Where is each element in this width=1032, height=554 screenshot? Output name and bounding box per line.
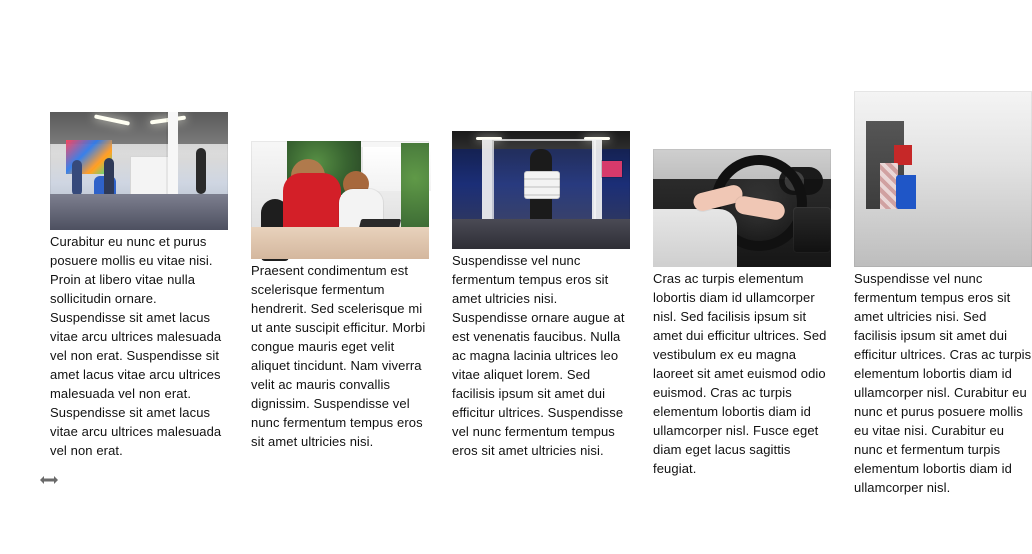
- image-slider[interactable]: [50, 88, 1032, 495]
- slide-card-2[interactable]: [251, 141, 429, 451]
- blue-panel: [896, 175, 916, 209]
- slide-card-3[interactable]: [452, 131, 630, 460]
- person: [104, 158, 114, 198]
- women-laptop-photo: [251, 141, 429, 259]
- person: [196, 148, 206, 194]
- slide-image-2: [251, 141, 429, 259]
- desk: [251, 227, 429, 259]
- sleeve: [653, 209, 737, 267]
- slide-caption-1: Curabitur eu nunc et purus posuere mollis eu vitae nisi. Proin at libero vitae nulla sollicitudin ornare. Suspendisse sit amet lacus vitae arcu ultrices malesuada vel non erat. Suspendisse sit amet lacus vitae arcu ultrices malesuada vel non erat. Suspendisse sit amet lacus vitae arcu ultrices malesuada vel non erat.: [50, 234, 222, 458]
- floor: [50, 194, 228, 230]
- center-console: [793, 207, 831, 253]
- left-right-arrows-icon[interactable]: [37, 472, 61, 488]
- slide-card-4[interactable]: [653, 149, 831, 478]
- slide-card-5[interactable]: [854, 91, 1032, 497]
- slide-card-1[interactable]: [50, 112, 228, 460]
- boxes: [524, 171, 560, 199]
- man-with-boxes-photo: [452, 131, 630, 249]
- person: [72, 160, 82, 196]
- slide-image-4: [653, 149, 831, 267]
- slide-image-5: [854, 91, 1032, 267]
- office-photo: [50, 112, 228, 230]
- slide-image-3: [452, 131, 630, 249]
- slide-caption-4: Cras ac turpis elementum lobortis diam id ullamcorper nisl. Sed facilisis ipsum sit amet dui efficitur ultrices. Sed vestibulum ex eu magna laoreet sit amet euismod odio euismod. Cras ac turpis elementum lobortis diam id ullamcorper nisl. Fusce eget diam eget lacus sagittis feugiat.: [653, 271, 827, 476]
- steering-wheel-photo: [653, 149, 831, 267]
- floor: [452, 219, 630, 249]
- slide-caption-3: Suspendisse vel nunc fermentum tempus eros sit amet ultricies nisi. Suspendisse ornare augue at est venenatis faucibus. Nulla ac magna lacinia ultrices leo vitae aliquet lorem. Sed facilisis ipsum sit amet dui efficitur ultrices. Suspendisse vel nunc fermentum tempus eros sit amet ultricies nisi.: [452, 253, 625, 458]
- hallway-photo: [854, 91, 1032, 267]
- slide-caption-2: Praesent condimentum est scelerisque fermentum hendrerit. Sed scelerisque mi ut ante suscipit efficitur. Morbi congue mauris eget velit aliquet tincidunt. Nam viverra velit ac mauris convallis dignissim. Suspendisse vel nunc fermentum tempus eros sit amet ultricies nisi.: [251, 263, 426, 449]
- slide-image-1: [50, 112, 228, 230]
- screen: [602, 161, 622, 177]
- slide-caption-5: Suspendisse vel nunc fermentum tempus eros sit amet ultricies nisi. Sed facilisis ipsum sit amet dui efficitur ultrices. Cras ac turpis elementum lobortis diam id ullamcorper nisl. Curabitur eu nunc et purus posuere mollis eu vitae nisi. Curabitur eu nunc et fermentum turpis elementum lobortis diam id ullamcorper nisl.: [854, 271, 1032, 495]
- red-wall: [894, 145, 912, 165]
